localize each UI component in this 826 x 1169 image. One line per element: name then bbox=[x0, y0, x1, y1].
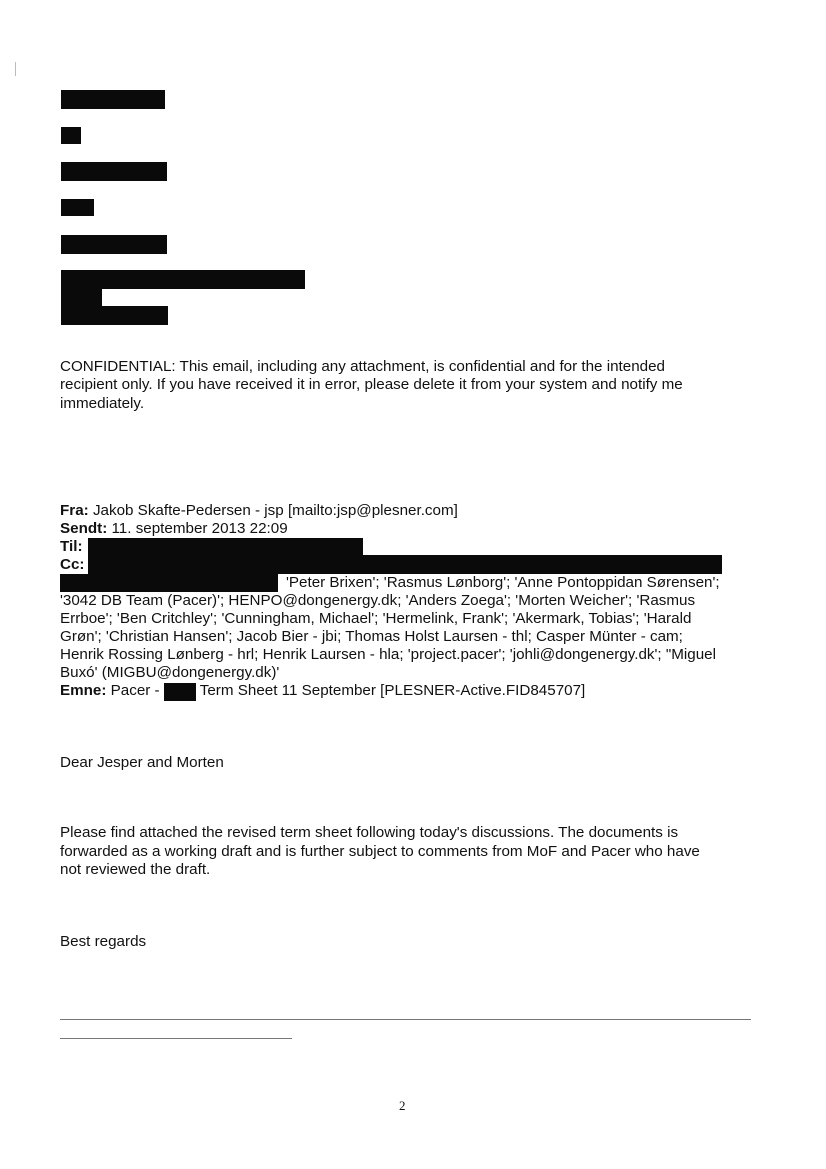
to-label: Til: bbox=[60, 538, 83, 555]
subject-line bbox=[60, 682, 585, 701]
cc-recipients-line: Buxó' (MIGBU@dongenergy.dk)' bbox=[60, 664, 280, 681]
subject-label: Emne: bbox=[60, 682, 107, 699]
subject-prefix: Pacer - bbox=[110, 682, 164, 699]
confidential-line: recipient only. If you have received it in error, please delete it from your system and notify me bbox=[60, 376, 683, 393]
redaction-bar bbox=[61, 199, 94, 216]
cc-line bbox=[60, 556, 84, 574]
body-paragraph-line: not reviewed the draft. bbox=[60, 861, 211, 878]
redacted-cc-recipients bbox=[88, 555, 722, 574]
sent-value: 11. september 2013 22:09 bbox=[111, 520, 288, 537]
cc-recipients-line: Grøn'; 'Christian Hansen'; Jacob Bier - jbi; Thomas Holst Laursen - thl; Casper Münter - cam; bbox=[60, 628, 683, 645]
footer-rule-short bbox=[60, 1038, 292, 1039]
sent-label: Sendt: bbox=[60, 520, 108, 537]
redacted-to-recipients bbox=[88, 538, 363, 556]
redaction-bar bbox=[61, 289, 102, 325]
cc-recipients-line: 'Peter Brixen'; 'Rasmus Lønborg'; 'Anne Pontoppidan Sørensen'; bbox=[286, 574, 720, 591]
from-value: Jakob Skafte-Pedersen - jsp [mailto:jsp@plesner.com] bbox=[92, 502, 458, 519]
body-paragraph-line: forwarded as a working draft and is further subject to comments from MoF and Pacer who have bbox=[60, 843, 700, 860]
sent-line bbox=[60, 520, 288, 538]
redacted-cc-recipients bbox=[60, 574, 278, 592]
confidential-line: CONFIDENTIAL: This email, including any attachment, is confidential and for the intended bbox=[60, 358, 665, 375]
footer-rule bbox=[60, 1019, 751, 1020]
redaction-bar bbox=[61, 162, 167, 181]
page-number: 2 bbox=[399, 1098, 406, 1113]
closing: Best regards bbox=[60, 933, 147, 950]
body-paragraph-line: Please find attached the revised term sheet following today's discussions. The documents is bbox=[60, 824, 679, 841]
salutation: Dear Jesper and Morten bbox=[60, 754, 224, 771]
cc-recipients-line: Errboe'; 'Ben Critchley'; 'Cunningham, Michael'; 'Hermelink, Frank'; 'Akermark, Tobias'; 'Harald bbox=[60, 610, 692, 627]
redaction-bar bbox=[102, 306, 168, 325]
to-line bbox=[60, 538, 83, 556]
confidential-line: immediately. bbox=[60, 395, 145, 412]
cc-recipients-line: Henrik Rossing Lønberg - hrl; Henrik Laursen - hla; 'project.pacer'; 'johli@dongenergy.dk'; "Miguel bbox=[60, 646, 716, 663]
redaction-bar bbox=[61, 235, 167, 254]
redaction-bar bbox=[61, 90, 165, 109]
redaction-bar bbox=[61, 270, 305, 289]
subject-suffix: Term Sheet 11 September [PLESNER-Active.FID845707] bbox=[195, 682, 586, 699]
from-line bbox=[60, 502, 458, 520]
cc-recipients-line: '3042 DB Team (Pacer)'; HENPO@dongenergy.dk; 'Anders Zoega'; 'Morten Weicher'; 'Rasmus bbox=[60, 592, 696, 609]
cc-label: Cc: bbox=[60, 556, 85, 573]
redacted-subject-word bbox=[164, 683, 196, 701]
from-label: Fra: bbox=[60, 502, 89, 519]
scan-speck bbox=[15, 62, 16, 76]
redaction-bar bbox=[61, 127, 81, 144]
